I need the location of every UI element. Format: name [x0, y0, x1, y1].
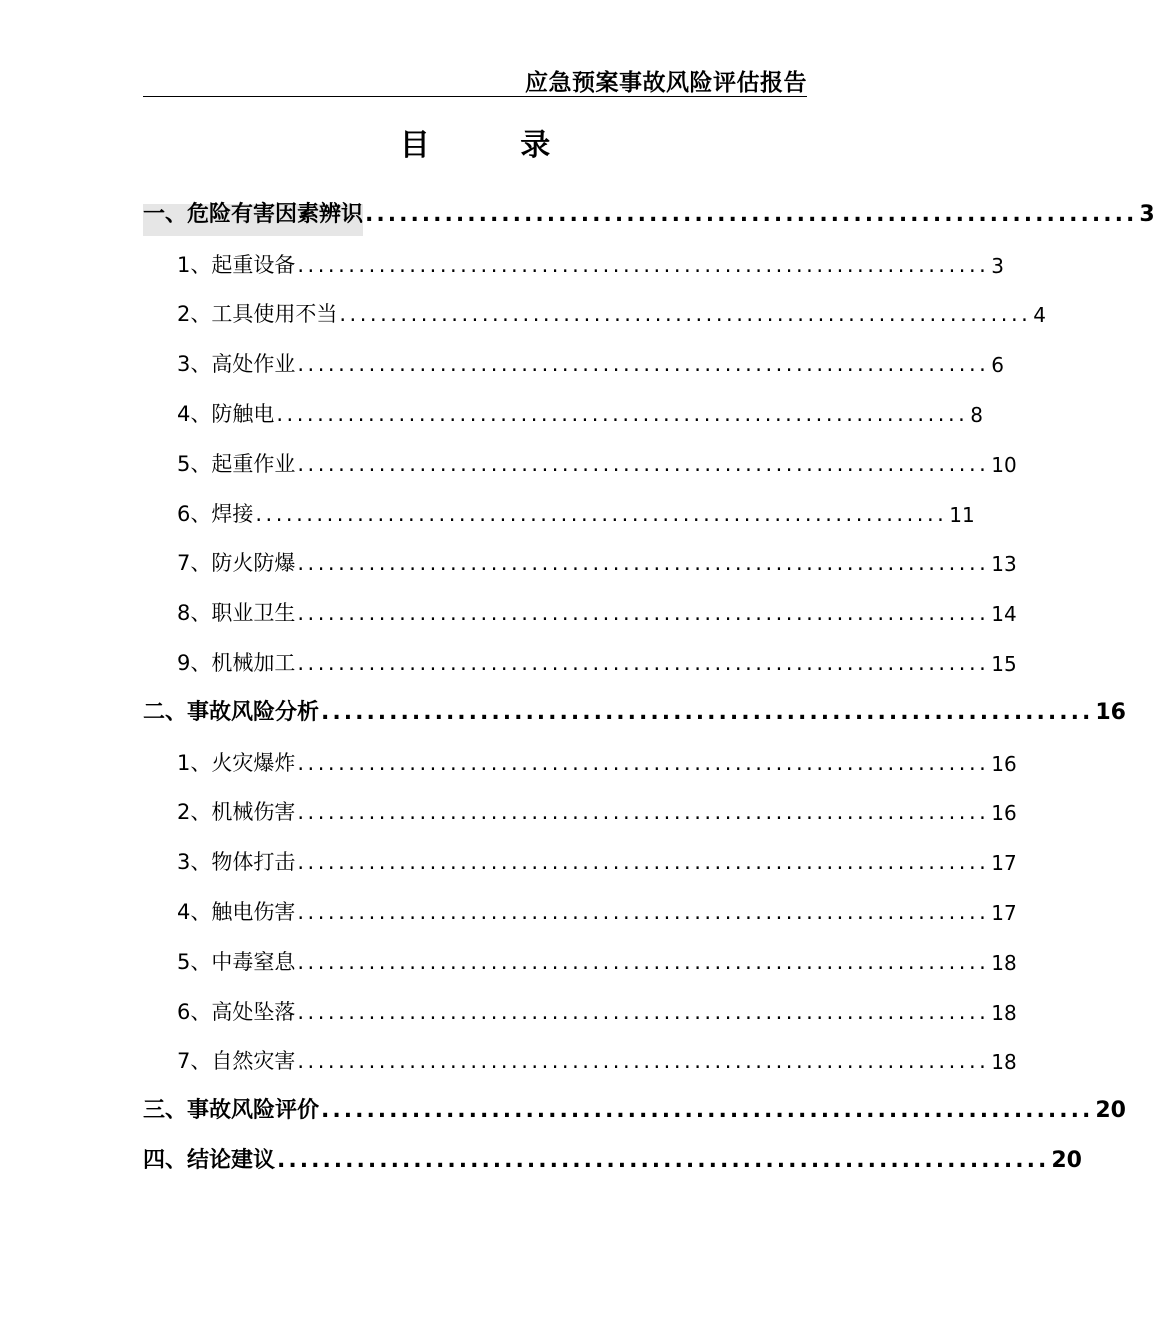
toc-page-number: 17	[991, 851, 1017, 876]
toc-label: 3、高处作业	[177, 352, 296, 377]
toc-leader: ....................................................................	[297, 750, 990, 775]
toc-page-number: 17	[991, 900, 1017, 925]
toc-item-1-3[interactable]	[143, 335, 1005, 385]
toc-label: 三、事故风险评价	[143, 1098, 320, 1124]
toc-leader: ....................................................................	[297, 850, 990, 875]
toc-page-number: 16	[1095, 699, 1126, 725]
toc-page-number: 20	[1051, 1147, 1082, 1173]
toc-label: 4、防触电	[177, 401, 275, 426]
toc-label: 2、机械伤害	[177, 800, 296, 825]
toc-page-number: 3	[1139, 201, 1155, 227]
toc-page-number: 18	[991, 950, 1017, 975]
toc-label: 9、机械加工	[177, 650, 296, 675]
toc-label: 7、自然灾害	[177, 1049, 296, 1074]
toc-leader: ....................................................................	[365, 201, 1138, 227]
toc-leader: ....................................................................	[297, 352, 990, 377]
toc-section-2[interactable]	[143, 684, 1126, 734]
toc-leader: ....................................................................	[297, 800, 990, 825]
toc-label: 6、高处坠落	[177, 999, 296, 1024]
toc-label: 1、火灾爆炸	[177, 750, 296, 775]
toc-leader: ....................................................................	[297, 999, 990, 1024]
toc-leader: ....................................................................	[297, 899, 990, 924]
toc-item-2-1[interactable]	[143, 734, 1017, 784]
table-of-contents	[143, 186, 1155, 1182]
toc-leader: ....................................................................	[297, 1049, 990, 1074]
report-title: 应急预案事故风险评估报告	[525, 70, 807, 96]
toc-page-number: 20	[1095, 1098, 1126, 1124]
toc-leader: ....................................................................	[321, 1098, 1094, 1124]
toc-label: 4、触电伤害	[177, 899, 296, 924]
toc-leader: ....................................................................	[297, 252, 990, 277]
toc-item-2-2[interactable]	[143, 784, 1017, 834]
toc-item-2-6[interactable]	[143, 983, 1017, 1033]
toc-item-2-7[interactable]	[143, 1033, 1017, 1083]
toc-label: 5、起重作业	[177, 451, 296, 476]
toc-page-number: 18	[991, 1000, 1017, 1025]
toc-section-4[interactable]	[143, 1132, 1082, 1182]
toc-page-number: 15	[991, 651, 1017, 676]
toc-heading: 目 录	[399, 128, 591, 163]
toc-page-number: 18	[991, 1050, 1017, 1075]
toc-section-3[interactable]	[143, 1082, 1126, 1132]
toc-leader: ....................................................................	[339, 302, 1032, 327]
toc-label: 6、焊接	[177, 501, 254, 526]
toc-item-2-5[interactable]	[143, 933, 1017, 983]
toc-item-1-7[interactable]	[143, 535, 1017, 585]
toc-leader: ....................................................................	[297, 949, 990, 974]
toc-leader: ....................................................................	[297, 551, 990, 576]
toc-page-number: 10	[991, 452, 1017, 477]
toc-page-number: 6	[991, 353, 1005, 378]
toc-page-number: 16	[991, 751, 1017, 776]
toc-item-1-6[interactable]	[143, 485, 975, 535]
toc-leader: ....................................................................	[297, 650, 990, 675]
toc-item-1-8[interactable]	[143, 584, 1017, 634]
toc-leader: ....................................................................	[276, 401, 969, 426]
toc-item-1-1[interactable]	[143, 236, 1005, 286]
toc-label: 二、事故风险分析	[143, 699, 320, 725]
toc-page-number: 8	[970, 402, 984, 427]
toc-item-2-4[interactable]	[143, 883, 1017, 933]
toc-label: 1、起重设备	[177, 252, 296, 277]
toc-page-number: 16	[991, 801, 1017, 826]
toc-leader: ....................................................................	[277, 1147, 1050, 1173]
toc-item-1-2[interactable]	[143, 286, 1047, 336]
toc-page-number: 14	[991, 602, 1017, 627]
toc-page-number: 13	[991, 552, 1017, 577]
toc-label: 5、中毒窒息	[177, 949, 296, 974]
toc-label: 2、工具使用不当	[177, 302, 338, 327]
toc-leader: ....................................................................	[255, 501, 948, 526]
toc-leader: ....................................................................	[297, 601, 990, 626]
toc-page-number: 4	[1033, 303, 1047, 328]
toc-item-1-5[interactable]	[143, 435, 1017, 485]
toc-item-2-3[interactable]	[143, 833, 1017, 883]
toc-leader: ....................................................................	[297, 451, 990, 476]
toc-page-number: 3	[991, 253, 1005, 278]
toc-item-1-9[interactable]	[143, 634, 1017, 684]
page-header	[143, 62, 807, 97]
toc-label: 7、防火防爆	[177, 551, 296, 576]
toc-label: 一、危险有害因素辨识	[143, 204, 363, 236]
toc-label: 3、物体打击	[177, 850, 296, 875]
toc-section-1[interactable]	[143, 186, 1155, 236]
toc-page-number: 11	[949, 502, 975, 527]
toc-leader: ....................................................................	[321, 699, 1094, 725]
toc-label: 8、职业卫生	[177, 601, 296, 626]
toc-label: 四、结论建议	[143, 1147, 276, 1173]
toc-item-1-4[interactable]	[143, 385, 984, 435]
